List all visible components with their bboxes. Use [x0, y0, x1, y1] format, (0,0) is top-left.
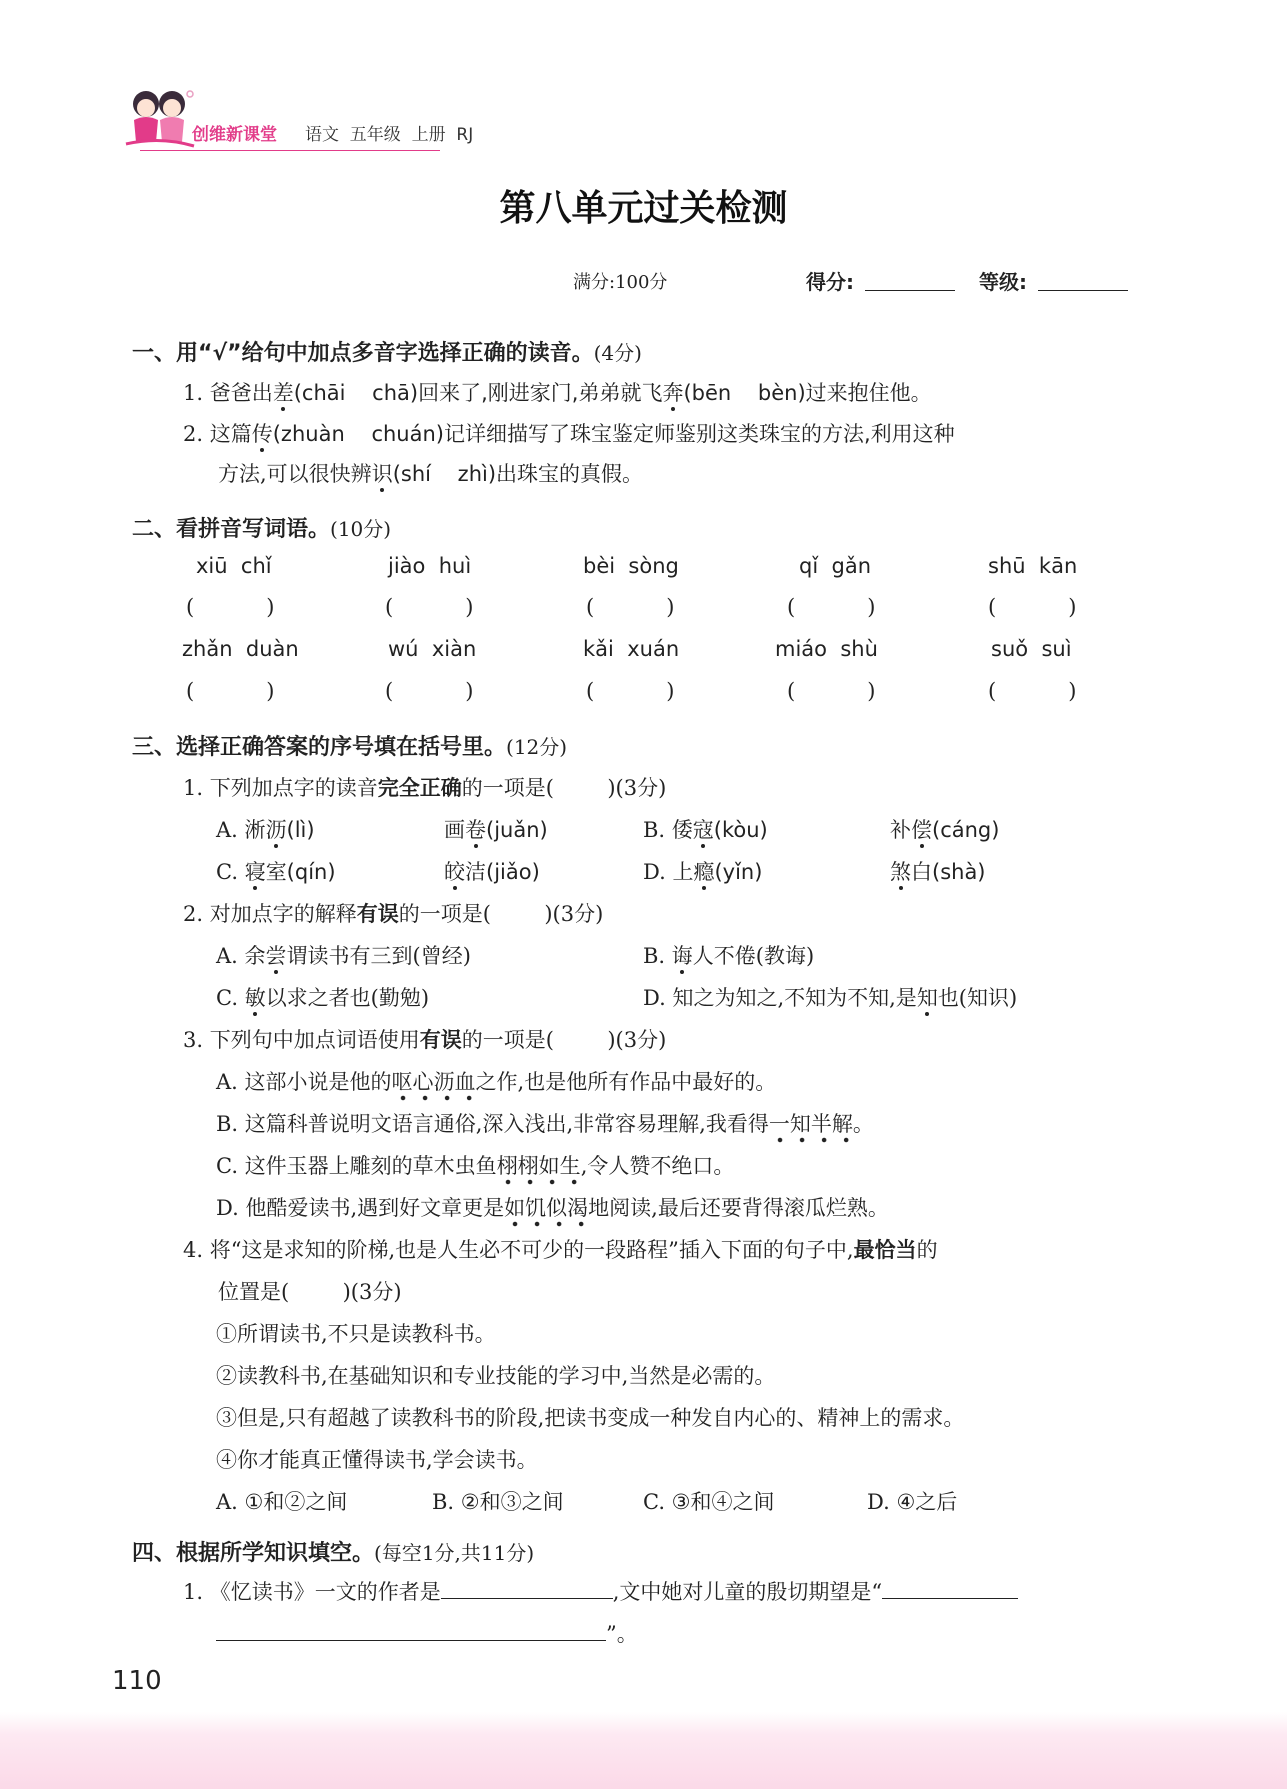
- s3-q4-option-d[interactable]: D. ④之后: [867, 1490, 958, 1514]
- author-blank[interactable]: [441, 1578, 613, 1599]
- s3-q2-option-d[interactable]: D. 知之为知之,不知为不知,是知也(知识): [643, 986, 1018, 1010]
- answer-box-10[interactable]: ( ): [988, 679, 1077, 703]
- s3-q2-option-c[interactable]: C. 敏以求之者也(勤勉): [216, 986, 430, 1010]
- s1-question-2: 2. 这篇传(zhuàn chuán)记详细描写了珠宝鉴定师鉴别这类珠宝的方法,利用这种: [183, 422, 955, 446]
- score-label: 得分:: [806, 270, 854, 294]
- full-score: 满分:100分: [573, 272, 668, 293]
- answer-box-3[interactable]: ( ): [586, 595, 675, 619]
- s3-q1-option-d2: 煞白(shà): [890, 860, 986, 884]
- s3-question-1: 1. 下列加点字的读音完全正确的一项是( )(3分): [183, 776, 667, 800]
- score-blank[interactable]: [865, 290, 955, 291]
- s3-q4-sentence-1: ①所谓读书,不只是读教科书。: [216, 1322, 496, 1346]
- s3-q4-sentence-4: ④你才能真正懂得读书,学会读书。: [216, 1448, 538, 1472]
- s3-q1-option-c1[interactable]: C. 寝室(qín): [216, 860, 336, 884]
- s3-q3-option-b[interactable]: B. 这篇科普说明文语言通俗,深入浅出,非常容易理解,我看得一知半解。: [216, 1108, 874, 1138]
- answer-box-4[interactable]: ( ): [787, 595, 876, 619]
- s3-q1-option-c2: 皎洁(jiǎo): [444, 860, 540, 884]
- s1-question-1: 1. 爸爸出差(chāi chā)回来了,刚进家门,弟弟就飞奔(bēn bèn)过来抱住他。: [183, 381, 932, 405]
- s3-q4-option-a[interactable]: A. ①和②之间: [216, 1490, 348, 1514]
- brand-name: 创维新课堂: [192, 125, 277, 145]
- pinyin-6: zhǎn duàn: [182, 637, 299, 661]
- answer-box-6[interactable]: ( ): [186, 679, 275, 703]
- s3-q1-option-d1[interactable]: D. 上瘾(yǐn): [643, 860, 763, 884]
- grade-blank[interactable]: [1038, 290, 1128, 291]
- answer-box-9[interactable]: ( ): [787, 679, 876, 703]
- s3-q1-option-b1[interactable]: B. 倭寇(kòu): [643, 818, 768, 842]
- s4-question-1-cont: ”。: [216, 1618, 638, 1648]
- pinyin-8: kǎi xuán: [583, 637, 680, 661]
- brand-logo-icon: [124, 86, 196, 152]
- section-2-heading: 二、看拼音写词语。(10分): [132, 517, 392, 542]
- section-1-heading: 一、用“√”给句中加点多音字选择正确的读音。(4分): [132, 341, 642, 366]
- pinyin-4: qǐ gǎn: [799, 554, 872, 578]
- s3-question-4: 4. 将“这是求知的阶梯,也是人生必不可少的一段路程”插入下面的句子中,最恰当的: [183, 1238, 938, 1262]
- pinyin-7: wú xiàn: [388, 637, 477, 661]
- s3-question-4-cont: 位置是( )(3分): [218, 1280, 402, 1304]
- header-divider: [140, 150, 440, 151]
- s3-q4-option-c[interactable]: C. ③和④之间: [643, 1490, 775, 1514]
- s3-q2-option-a[interactable]: A. 余尝谓读书有三到(曾经): [216, 944, 471, 968]
- expectation-blank-1[interactable]: [882, 1578, 1018, 1599]
- section-4-heading: 四、根据所学知识填空。(每空1分,共11分): [132, 1541, 535, 1566]
- s3-q4-sentence-3: ③但是,只有超越了读教科书的阶段,把读书变成一种发自内心的、精神上的需求。: [216, 1406, 965, 1430]
- s3-q3-option-d[interactable]: D. 他酷爱读书,遇到好文章更是如饥似渴地阅读,最后还要背得滚瓜烂熟。: [216, 1192, 889, 1222]
- s3-q1-option-a2: 画卷(juǎn): [444, 818, 548, 842]
- s3-q1-option-b2: 补偿(cáng): [890, 818, 1000, 842]
- s3-q4-sentence-2: ②读教科书,在基础知识和专业技能的学习中,当然是必需的。: [216, 1364, 776, 1388]
- page-title: 第八单元过关检测: [499, 188, 788, 229]
- pinyin-9: miáo shù: [775, 637, 878, 661]
- s3-question-2: 2. 对加点字的解释有误的一项是( )(3分): [183, 902, 604, 926]
- s3-q3-option-a[interactable]: A. 这部小说是他的呕心沥血之作,也是他所有作品中最好的。: [216, 1066, 776, 1096]
- s3-q1-option-a1[interactable]: A. 淅沥(lì): [216, 818, 315, 842]
- answer-box-1[interactable]: ( ): [186, 595, 275, 619]
- s3-q4-option-b[interactable]: B. ②和③之间: [432, 1490, 564, 1514]
- pinyin-3: bèi sòng: [583, 554, 679, 578]
- section-3-heading: 三、选择正确答案的序号填在括号里。(12分): [132, 735, 568, 760]
- footer-band: [0, 1712, 1287, 1789]
- answer-box-5[interactable]: ( ): [988, 595, 1077, 619]
- pinyin-5: shū kān: [988, 554, 1078, 578]
- pinyin-2: jiào huì: [388, 554, 472, 578]
- s1-question-2-cont: 方法,可以很快辨识(shí zhì)出珠宝的真假。: [218, 462, 644, 486]
- pinyin-1: xiū chǐ: [196, 554, 272, 578]
- expectation-blank-2[interactable]: [216, 1620, 606, 1641]
- grade-label: 等级:: [979, 270, 1027, 294]
- s3-q2-option-b[interactable]: B. 诲人不倦(教诲): [643, 944, 815, 968]
- answer-box-7[interactable]: ( ): [385, 679, 474, 703]
- s4-question-1: 1. 《忆读书》一文的作者是 ,文中她对儿童的殷切期望是“: [183, 1576, 1018, 1606]
- s3-q3-option-c[interactable]: C. 这件玉器上雕刻的草木虫鱼栩栩如生,令人赞不绝口。: [216, 1150, 734, 1180]
- answer-box-2[interactable]: ( ): [385, 595, 474, 619]
- s3-question-3: 3. 下列句中加点词语使用有误的一项是( )(3分): [183, 1028, 667, 1052]
- pinyin-10: suǒ suì: [991, 637, 1072, 661]
- page-number: 110: [112, 1666, 162, 1696]
- header-subtitle: 语文 五年级 上册 RJ: [305, 125, 474, 145]
- answer-box-8[interactable]: ( ): [586, 679, 675, 703]
